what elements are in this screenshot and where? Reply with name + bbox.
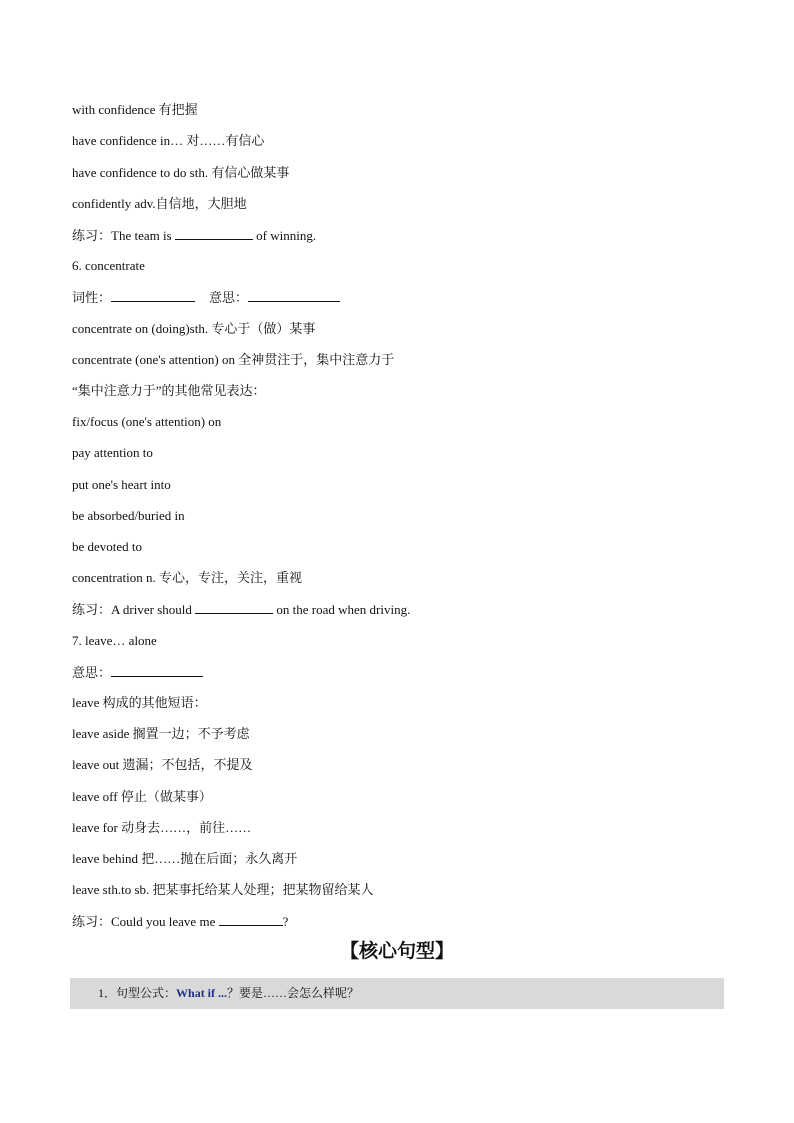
vocab-heading: 6. concentrate [72,258,145,273]
meaning-label: 意思： [209,290,249,305]
text-line: put one's heart into [72,477,171,492]
answer-blank[interactable] [195,600,273,614]
text-line: leave behind 把……抛在后面；永久离开 [72,851,298,866]
exercise-suffix: ? [282,914,289,929]
meaning-blank[interactable] [248,288,340,302]
text-line: leave out 遗漏；不包括，不提及 [72,757,253,772]
pattern-formula: What if ... [176,986,228,1000]
text-line: leave 构成的其他短语： [72,695,207,710]
exercise-line [72,226,316,245]
text-line: confidently adv.自信地，大胆地 [72,196,247,211]
text-line: have confidence in… 对……有信心 [72,133,265,148]
part-of-speech-blank[interactable] [111,288,195,302]
exercise-prompt: 练习：The team is [72,228,175,243]
text-line: be devoted to [72,539,143,554]
pattern-prefix: 1．句型公式： [98,986,177,1000]
answer-blank[interactable] [175,226,253,240]
exercise-line [72,600,410,619]
answer-blank[interactable] [219,912,283,926]
text-line: “集中注意力于”的其他常见表达： [72,383,266,398]
exercise-prompt: 练习：Could you leave me [72,914,219,929]
text-line: leave off 停止（做某事） [72,789,212,804]
meaning-label: 意思： [72,665,112,680]
section-title: 【核心句型】 [339,940,454,962]
sentence-pattern-box [70,978,724,1009]
text-line: concentrate (one's attention) on 全神贯注于，集中注意力于 [72,352,395,367]
text-line: pay attention to [72,445,153,460]
pattern-suffix: ？要是……会怎么样呢？ [227,986,360,1000]
part-of-speech-label: 词性： [72,290,112,305]
text-line: leave aside 搁置一边；不予考虑 [72,726,250,741]
text-line: leave for 动身去……，前往…… [72,820,252,835]
meaning-blank[interactable] [111,663,203,677]
text-line: have confidence to do sth. 有信心做某事 [72,165,290,180]
text-line: concentrate on (doing)sth. 专心于（做）某事 [72,321,316,336]
sentence-pattern [98,986,359,1001]
vocab-heading: 7. leave… alone [72,633,157,648]
text-line: with confidence 有把握 [72,102,198,117]
text-line: be absorbed/buried in [72,508,185,523]
text-line: fix/focus (one's attention) on [72,414,222,429]
exercise-suffix: on the road when driving. [273,602,411,617]
text-line: concentration n. 专心，专注，关注，重视 [72,570,302,585]
fill-line [72,663,203,682]
text-line: leave sth.to sb. 把某事托给某人处理；把某物留给某人 [72,882,374,897]
exercise-suffix: of winning. [252,228,317,243]
exercise-line [72,912,288,931]
exercise-prompt: 练习：A driver should [72,602,196,617]
fill-line [72,288,340,307]
